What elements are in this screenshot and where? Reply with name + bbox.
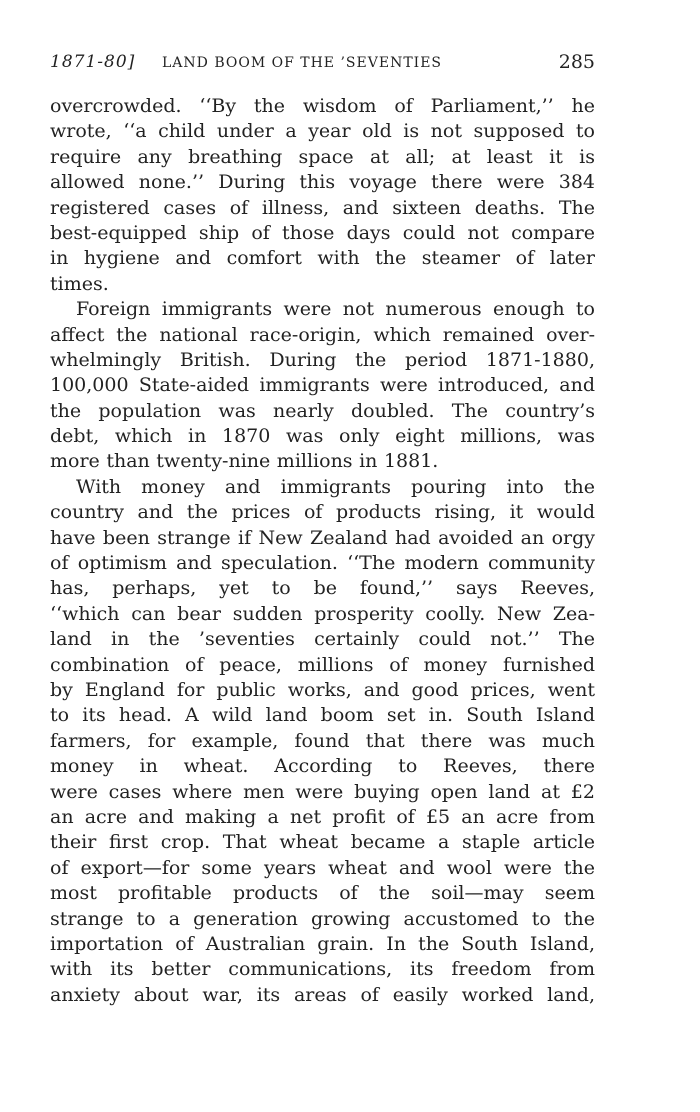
text-line: ‘‘which can bear sudden prosperity coolly. New Zea- — [50, 602, 595, 625]
text-line: times. — [50, 272, 109, 295]
text-line: with its better communications, its freedom from — [50, 958, 595, 981]
text-line: were cases where men were buying open land at £2 — [50, 780, 595, 803]
text-line: their first crop. That wheat became a staple article — [50, 831, 595, 854]
text-line: importation of Australian grain. In the South Island, — [50, 932, 595, 955]
text-line: have been strange if New Zealand had avoided an orgy — [50, 526, 595, 549]
text-line: of export—for some years wheat and wool were the — [50, 856, 595, 879]
text-line: has, perhaps, yet to be found,’’ says Reeves, — [50, 577, 595, 600]
text-line: registered cases of illness, and sixteen deaths. The — [50, 196, 595, 219]
text-line: best-equipped ship of those days could not compare — [50, 221, 595, 244]
running-head — [50, 44, 595, 80]
chapter-title: LAND BOOM OF THE ’SEVENTIES — [162, 55, 442, 71]
book-page — [50, 44, 595, 1008]
text-line: 100,000 State-aided immigrants were introduced, and — [50, 374, 595, 397]
text-line: by England for public works, and good prices, went — [50, 678, 595, 701]
text-line: money in wheat. According to Reeves, there — [50, 755, 595, 778]
text-line: whelmingly British. During the period 1871-1880, — [50, 348, 595, 371]
text-line: affect the national race-origin, which remained over- — [50, 323, 595, 346]
text-line: most profitable products of the soil—may seem — [50, 882, 595, 905]
paragraph-start-line: With money and immigrants pouring into the — [76, 475, 595, 498]
text-line: to its head. A wild land boom set in. South Island — [50, 704, 595, 727]
text-line: land in the ’seventies certainly could not.’’ The — [50, 628, 595, 651]
text-line: overcrowded. ‘‘By the wisdom of Parliament,’’ he — [50, 95, 595, 117]
text-line: combination of peace, millions of money furnished — [50, 653, 595, 676]
text-line: debt, which in 1870 was only eight millions, was — [50, 425, 595, 448]
text-line: in hygiene and comfort with the steamer of later — [50, 247, 595, 270]
text-line: allowed none.’’ During this voyage there were 384 — [50, 171, 595, 194]
page-number: 285 — [558, 51, 595, 73]
text-line: of optimism and speculation. ‘‘The modern community — [50, 552, 595, 575]
text-line: wrote, ‘‘a child under a year old is not supposed to — [50, 120, 595, 143]
text-line: strange to a generation growing accustomed to the — [50, 907, 595, 930]
text-line: more than twenty-nine millions in 1881. — [50, 450, 439, 473]
body-text — [50, 94, 595, 1008]
text-line: an acre and making a net profit of £5 an acre from — [50, 805, 595, 828]
text-line: the population was nearly doubled. The country’s — [50, 399, 595, 422]
text-line: anxiety about war, its areas of easily worked land, — [50, 983, 595, 1006]
text-line: require any breathing space at all; at least it is — [50, 145, 595, 168]
date-range: 1871-80] — [50, 52, 136, 72]
text-line: farmers, for example, found that there was much — [50, 729, 595, 752]
text-line: country and the prices of products rising, it would — [50, 501, 595, 524]
paragraph-start-line: Foreign immigrants were not numerous enough to — [76, 298, 595, 321]
